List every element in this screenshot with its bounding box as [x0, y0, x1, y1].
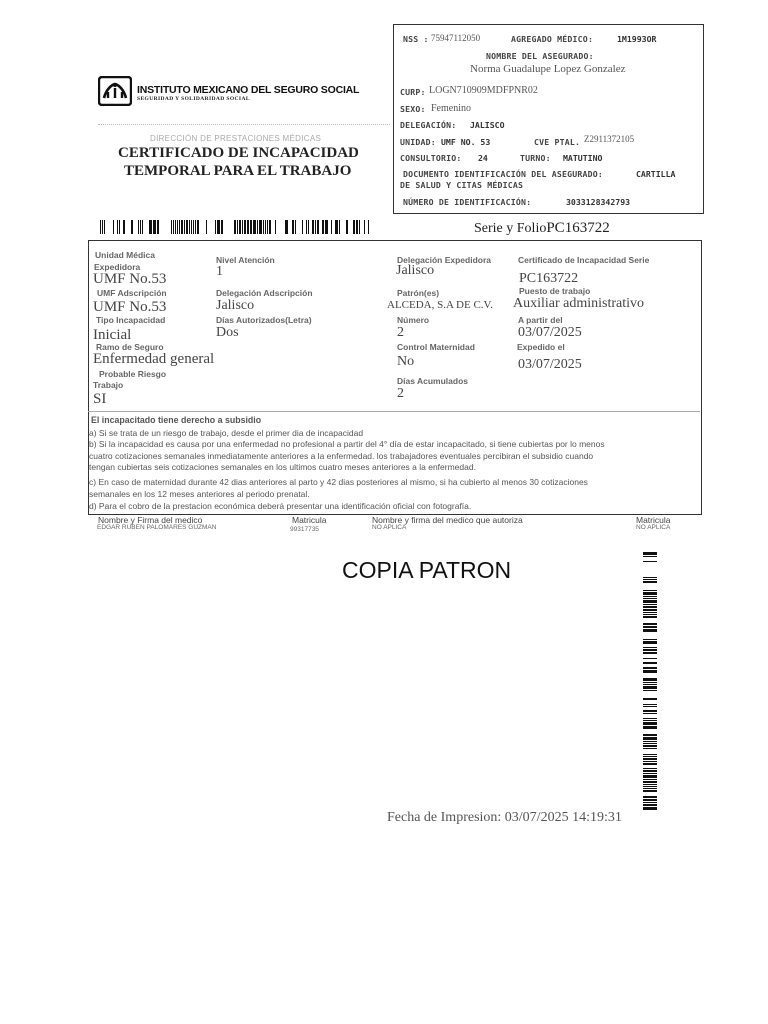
- dias-autorizados-value: Dos: [216, 325, 239, 340]
- delegacion-adscripcion-value: Jalisco: [216, 298, 255, 313]
- dias-acumulados-value: 2: [397, 386, 404, 401]
- documento-label: DOCUMENTO IDENTIFICACIÓN DEL ASEGURADO:: [403, 169, 604, 179]
- tipo-incapacidad-value: Inicial: [93, 327, 132, 343]
- ramo-seguro-value: Enfermedad general: [93, 351, 215, 367]
- document-title-line1: CERTIFICADO DE INCAPACIDAD: [118, 145, 359, 161]
- unidad-value: UMF NO. 53: [441, 137, 491, 147]
- barcode-horizontal-icon: [96, 220, 369, 234]
- subsidio-line-b1: b) Si la incapacidad es causa por una enfermedad no profesional a partir del 4° día de estar incapacitado, si tiene cubiertas por lo menos: [89, 439, 605, 449]
- nivel-atencion-label: Nivel Atención: [216, 255, 275, 265]
- control-maternidad-value: No: [397, 354, 415, 369]
- probable-riesgo-label: Probable Riesgo: [99, 369, 167, 379]
- puesto-value: Auxiliar administrativo: [513, 296, 645, 311]
- subsidio-divider: [88, 411, 700, 412]
- medico-autoriza-label: Nombre y firma del medico que autoriza: [372, 515, 523, 525]
- nombre-label: NOMBRE DEL ASEGURADO:: [486, 51, 594, 61]
- ramo-seguro-label: Ramo de Seguro: [96, 342, 164, 352]
- unidad-medica-value: UMF No.53: [93, 271, 167, 287]
- institution-slogan: SEGURIDAD Y SOLIDARIDAD SOCIAL: [137, 96, 250, 102]
- fecha-impresion: [387, 810, 622, 826]
- umf-adscripcion-label: UMF Adscripción: [97, 288, 167, 298]
- subsidio-line-b2: cuatro cotizaciones semanales inmediatamente anteriores a la enfermedad. los trabajadores eventuales percibiran el subsidio cuando: [89, 451, 594, 461]
- patron-label: Patrón(es): [397, 288, 440, 298]
- nivel-atencion-value: 1: [216, 264, 223, 279]
- a-partir-label: A partir del: [518, 315, 563, 325]
- copia-patron-label: COPIA PATRON: [342, 557, 512, 583]
- delegacion-label: DELEGACIÓN:: [400, 120, 457, 130]
- dias-acumulados-label: Días Acumulados: [397, 376, 469, 386]
- subsidio-title: El incapacitado tiene derecho a subsidio: [91, 415, 262, 425]
- barcode-vertical-icon: [643, 552, 657, 810]
- a-partir-value: 03/07/2025: [518, 325, 582, 340]
- nss-value: 75947112050: [431, 33, 481, 43]
- subsidio-line-c2: semanales en los 12 meses anteriores al periodo prenatal.: [89, 489, 310, 499]
- incapacidad-details-box: [88, 240, 702, 515]
- consultorio-value: 24: [478, 153, 488, 163]
- serie-folio: [474, 220, 610, 237]
- header-divider: [98, 124, 390, 125]
- agregado-label: AGREGADO MÉDICO:: [511, 34, 594, 44]
- unidad-medica-label: Unidad Médica: [95, 250, 155, 260]
- probable-riesgo-value: SI: [93, 391, 107, 407]
- curp-value: LOGN710909MDFPNR02: [429, 85, 538, 96]
- cve-value: Z2911372105: [584, 134, 635, 144]
- patron-value: ALCEDA, S.A DE C.V.: [387, 299, 493, 311]
- probable-trabajo-label: Trabajo: [93, 380, 124, 390]
- curp-label: CURP:: [400, 87, 426, 97]
- dias-autorizados-label: Días Autorizados(Letra): [216, 315, 312, 325]
- certificado-serie-value: PC163722: [519, 271, 579, 286]
- unidad-label: UNIDAD:: [400, 137, 436, 147]
- certificado-serie-label: Certificado de Incapacidad Serie: [518, 255, 650, 265]
- sexo-label: SEXO:: [400, 104, 426, 114]
- delegacion-expedidora-label: Delegación Expedidora: [397, 255, 491, 265]
- tipo-incapacidad-label: Tipo Incapacidad: [96, 315, 166, 325]
- documento-value: CARTILLA: [636, 169, 676, 179]
- consultorio-label: CONSULTORIO:: [400, 153, 462, 163]
- umf-adscripcion-value: UMF No.53: [93, 299, 167, 315]
- agregado-value: 1M1993OR: [617, 34, 657, 44]
- serie-folio-value: PC163722: [546, 220, 610, 236]
- nombre-value: Norma Guadalupe Lopez Gonzalez: [470, 63, 626, 75]
- delegacion-expedidora-value: Jalisco: [396, 263, 435, 278]
- expedidora-label: Expedidora: [94, 262, 141, 272]
- document-title-line2: TEMPORAL PARA EL TRABAJO: [124, 163, 352, 179]
- medico-autoriza-value: NO APLICA: [372, 524, 407, 531]
- fecha-impresion-value: 03/07/2025 14:19:31: [504, 810, 622, 825]
- numero-value: 2: [397, 325, 404, 340]
- medico-value: EDGAR RUBEN PALOMARES GUZMAN: [97, 524, 217, 531]
- numero-identificacion-value: 3033128342793: [566, 197, 631, 207]
- expedido-value: 03/07/2025: [518, 357, 582, 372]
- matricula-label: Matricula: [292, 515, 327, 525]
- subsidio-line-c1: c) En caso de maternidad durante 42 dias anteriores al parto y 42 dias posteriores al mismo, si ha cubierto al menos 30 cotizaciones: [89, 477, 588, 487]
- serie-folio-label: Serie y Folio: [474, 221, 547, 236]
- documento-label-2: DE SALUD Y CITAS MÉDICAS: [400, 180, 524, 190]
- fecha-impresion-label: Fecha de Impresion:: [387, 810, 502, 825]
- puesto-label: Puesto de trabajo: [519, 286, 591, 296]
- cve-label: CVE PTAL.: [534, 137, 581, 147]
- matricula2-value: NO APLICA: [636, 524, 671, 531]
- institution-name: INSTITUTO MEXICANO DEL SEGURO SOCIAL: [137, 84, 360, 96]
- nss-label: NSS :: [403, 34, 429, 44]
- turno-value: MATUTINO: [563, 153, 603, 163]
- direccion-label: DIRECCIÓN DE PRESTACIONES MÉDICAS: [150, 134, 322, 143]
- control-maternidad-label: Control Maternidad: [397, 342, 475, 352]
- subsidio-line-b3: tengan cubiertas seis cotizaciones semanales en los ultimos cuatro meses anteriores a la enfermedad.: [89, 462, 476, 472]
- medico-label: Nombre y Firma del medico: [98, 515, 203, 525]
- delegacion-value: JALISCO: [470, 120, 505, 130]
- numero-label: Número: [397, 315, 430, 325]
- delegacion-adscripcion-label: Delegación Adscripción: [216, 288, 313, 298]
- imss-logo-icon: [98, 76, 132, 106]
- matricula2-label: Matricula: [636, 515, 671, 525]
- turno-label: TURNO:: [520, 153, 551, 163]
- sexo-value: Femenino: [431, 103, 471, 114]
- subsidio-line-a: a) Si se trata de un riesgo de trabajo, desde el primer dia de incapacidad: [89, 428, 364, 438]
- matricula-value: 99317735: [290, 526, 319, 533]
- subsidio-line-d: d) Para el cobro de la prestacion económica deberá presentar una identificación oficial con fotografía.: [89, 501, 472, 511]
- numero-identificacion-label: NÚMERO DE IDENTIFICACIÓN:: [403, 197, 532, 207]
- expedido-label: Expedido el: [517, 342, 565, 352]
